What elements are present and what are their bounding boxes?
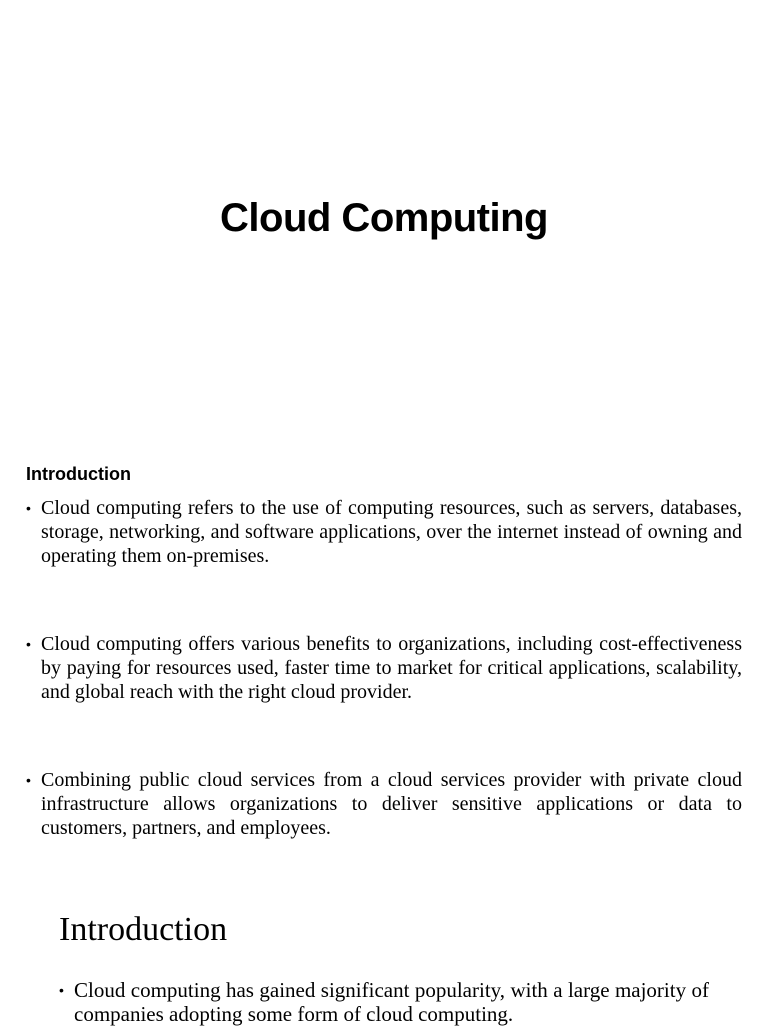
introduction-section (26, 460, 742, 904)
slide-title: Cloud Computing (220, 196, 548, 240)
bullet-item: • Cloud computing has gained significant popularity, with a large majority of companies adopting some form of cloud computing. (59, 978, 709, 1026)
bullet-item: • Cloud computing refers to the use of computing resources, such as servers, databases, storage, networking, and software applications, over the internet instead of owning and operating them on-premises. (26, 496, 742, 568)
bullet-list-2 (59, 978, 709, 1026)
bullet-list (26, 496, 742, 840)
bullet-item: • Cloud computing offers various benefits to organizations, including cost-effectiveness by paying for resources used, faster time to market for critical applications, scalability, and global reach with the right cloud provider. (26, 632, 742, 704)
section-heading-2: Introduction (59, 911, 228, 948)
section-heading: Introduction (26, 464, 131, 484)
introduction-section-2 (59, 906, 709, 1026)
bullet-item: • Combining public cloud services from a cloud services provider with private cloud infrastructure allows organizations to deliver sensitive applications or data to customers, partners, and employees. (26, 768, 742, 840)
